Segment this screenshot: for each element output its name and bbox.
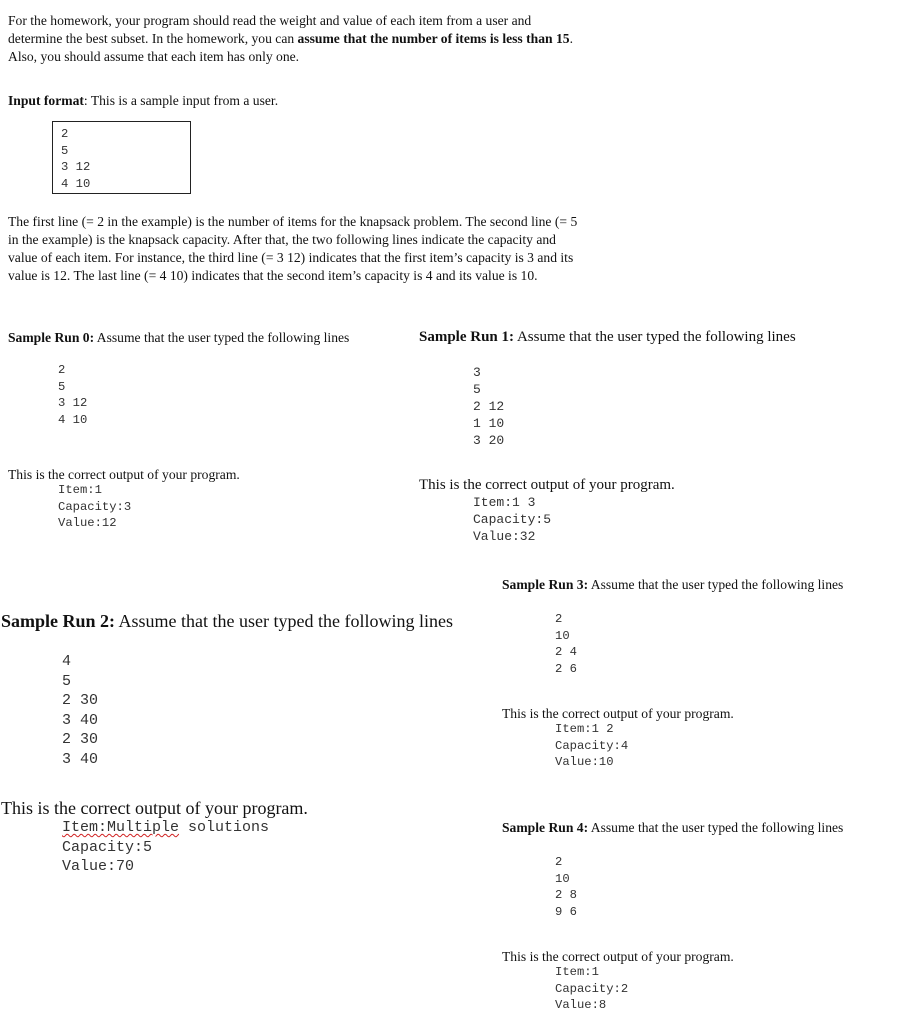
output-line: Value:12 [58,516,117,531]
sample-run-0-heading [8,329,349,347]
spellcheck-underlined-text: Item:Multiple [62,819,180,836]
sample-run-4-heading [502,819,843,837]
sample-run-0-output [58,482,131,532]
input-line: 5 [61,143,69,158]
input-format-sample-box [52,121,191,194]
sample-run-2-input [62,652,98,769]
input-line: 4 [62,653,72,670]
input-line: 10 [555,871,570,886]
input-line: 4 10 [58,412,88,427]
sample-run-1-output [473,494,551,545]
input-line: 2 [555,855,563,869]
sample-run-1-desc: Assume that the user typed the following lines [514,329,796,345]
explanation-line: in the example) is the knapsack capacity. After that, the two following lines indicate the capacity and [8,232,556,247]
sample-run-2-title: Sample Run 2: [1,611,116,631]
output-line: Value:32 [473,529,536,544]
intro-line-3: Also, you should assume that each item has only one. [8,49,300,64]
sample-run-3-input [555,611,577,677]
sample-run-1-heading [419,328,796,347]
output-line: Capacity:3 [58,499,132,514]
intro-paragraph [8,12,908,66]
input-line: 2 30 [62,731,99,748]
explanation-line: The first line (= 2 in the example) is the number of items for the knapsack problem. The second line (= 5 [8,214,578,229]
output-line: Capacity:4 [555,738,629,753]
intro-line-1: For the homework, your program should read the weight and value of each item from a user and [8,13,532,28]
sample-run-0-output-label: This is the correct output of your program. [8,467,240,482]
output-line: Item:1 3 [473,495,536,510]
input-line: 1 10 [473,416,505,431]
sample-run-2-heading [1,610,453,632]
input-line: 2 [58,363,66,377]
input-line: 9 6 [555,904,577,919]
sample-run-4-input [555,854,577,920]
output-line: Value:8 [555,998,607,1013]
input-line: 2 [61,127,69,141]
intro-line-2-text: determine the best subset. In the homework, you can [8,31,298,46]
sample-run-1-title: Sample Run 1: [419,329,515,345]
sample-run-1-input [473,364,504,449]
sample-run-0-title: Sample Run 0: [8,330,95,345]
intro-line-2 [8,30,908,48]
input-line: 5 [473,382,481,397]
sample-run-0-desc: Assume that the user typed the following lines [94,330,350,345]
output-line: Capacity:5 [62,838,153,856]
input-line: 3 40 [62,711,99,729]
input-line: 5 [58,379,66,394]
input-line: 2 4 [555,645,577,660]
output-line: Item:1 [555,965,599,979]
sample-run-4-desc: Assume that the user typed the following lines [588,820,844,835]
sample-run-4-title: Sample Run 4: [502,820,589,835]
sample-run-3-output-label: This is the correct output of your program. [502,706,734,721]
output-line: Item:1 [58,483,102,497]
intro-line-2-bold: assume that the number of items is less than 15 [297,31,570,46]
input-line: 3 20 [473,433,505,448]
sample-run-3-heading [502,576,843,594]
input-line: 5 [62,672,72,690]
input-line: 10 [555,628,570,643]
sample-run-2-output-label: This is the correct output of your program. [1,798,308,818]
explanation-line: value of each item. For instance, the third line (= 3 12) indicates that the first item’s capacity is 3 and its [8,250,574,265]
input-line: 3 12 [61,160,91,175]
input-format-text: : This is a sample input from a user. [83,93,279,108]
output-line: Item:1 2 [555,722,614,736]
input-line: 2 8 [555,888,577,903]
sample-run-2-desc: Assume that the user typed the following lines [115,611,453,631]
input-line: 2 12 [473,399,505,414]
output-line [62,818,269,838]
output-item-rest: solutions [179,819,270,836]
input-line: 2 [555,612,563,626]
input-line: 2 6 [555,661,577,676]
input-line: 3 40 [62,750,99,768]
output-line: Capacity:2 [555,981,629,996]
sample-run-0-input [58,362,87,428]
input-line: 3 12 [58,396,88,411]
sample-run-1-output-label: This is the correct output of your program. [419,477,675,493]
input-line: 2 30 [62,692,99,709]
input-format-heading [8,92,278,110]
input-line: 4 10 [61,176,91,191]
sample-run-3-desc: Assume that the user typed the following lines [588,577,844,592]
input-line: 3 [473,365,481,380]
sample-run-4-output [555,964,628,1014]
sample-run-3-title: Sample Run 3: [502,577,589,592]
sample-run-3-output [555,721,628,771]
output-line: Value:10 [555,755,614,770]
output-line: Value:70 [62,858,135,875]
input-format-lines [61,126,90,192]
explanation-line: value is 12. The last line (= 4 10) indicates that the second item’s capacity is 4 and its value is 10. [8,268,538,283]
sample-run-4-output-label: This is the correct output of your program. [502,949,734,964]
sample-run-2-output [62,818,269,877]
input-format-label: Input format [8,93,84,108]
output-line: Capacity:5 [473,512,552,527]
explanation-paragraph [8,213,908,285]
intro-line-2-end: . [569,31,573,46]
